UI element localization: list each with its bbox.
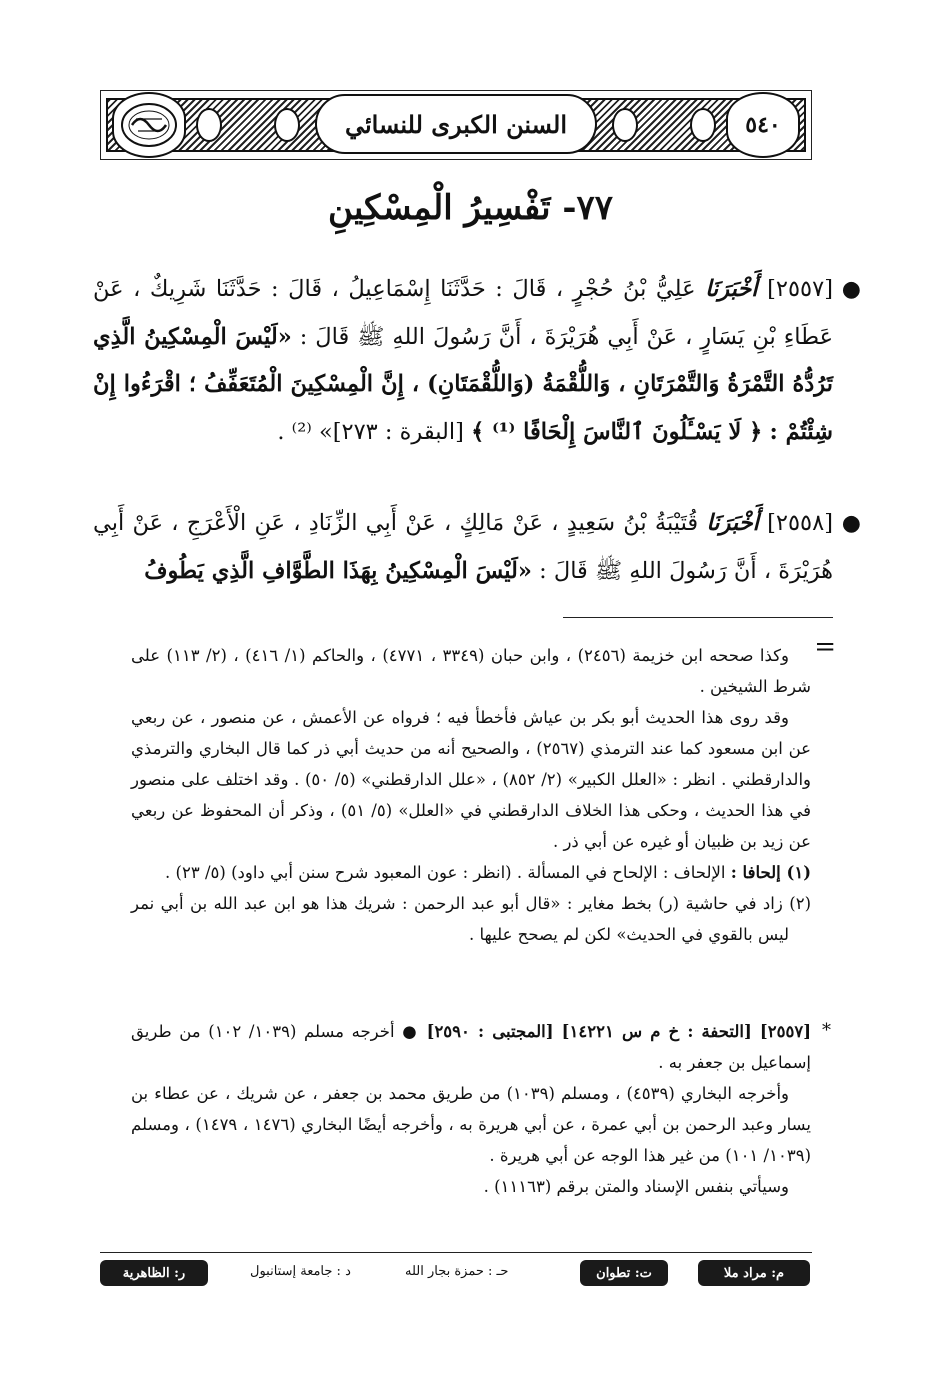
manuscript-d: د : جامعة إستانبول <box>250 1264 351 1279</box>
akhbarana: أَخْبَرَنَا <box>705 276 758 302</box>
matn: «لَيْسَ الْمِسْكِينُ الَّذِي تَرُدُّهُ التَّمْرَةُ وَالتَّمْرَتَانِ ، وَاللُّقْمَةُ (وَاللُّقْمَتَانِ) ، إِنَّ الْمِسْكِينَ الْمُتَعَفِّفُ ؛ اقْرَءُوا إِنْ شِئْتُمْ : <box>93 323 833 445</box>
verse-reference: [البقرة : ٢٧٣]» <box>318 418 464 445</box>
footnote-label: (١) إلحافا : <box>730 863 811 882</box>
hadith-number: [٢٥٥٨] <box>767 510 834 536</box>
badge-manuscript-m: م: مراد ملا <box>698 1260 810 1286</box>
manuscript-h: حـ : حمزة بجار الله <box>405 1264 509 1279</box>
header-knot-ornament <box>274 108 300 142</box>
footnote-paragraph: وقد روى هذا الحديث أبو بكر بن عياش فأخطأ فيه ؛ فرواه عن الأعمش ، عن منصور ، عن ربعي عن ابن مسعود كما عند الترمذي (٢٥٦٧) ، والصحيح أنه من حديث أبي ذر كما قال البخاري والترمذي والدارقطني . انظر : «العلل الكبير» (٢/ ٨٥٢) ، «علل الدارقطني» (٥/ ٥٠) . وقد اختلف على منصور في هذا الحديث ، وحكى هذا الخلاف الدارقطني في «العلل» (٥/ ٥١) ، وذكر أن المحفوظ عن ربعي عن زيد بن ظبيان أو غيره عن أبي ذر . <box>131 708 812 851</box>
book-logo-emblem <box>112 92 186 158</box>
takhrij-head: [٢٥٥٧] [التحفة : خ م س ١٤٢٢١] [المجتبى : ٢٥٩٠] <box>426 1022 811 1041</box>
footnote-marker: ⁽²⁾ . <box>277 418 312 445</box>
continuation-mark: = <box>814 632 836 662</box>
running-title: السنن الكبرى للنسائي <box>315 94 597 154</box>
bullet-icon: ● <box>841 277 861 302</box>
footnotes-block <box>131 640 811 950</box>
akhbarana: أَخْبَرَنَا <box>706 510 759 536</box>
footnote-label: (٢) <box>789 894 811 913</box>
page-number: ٥٤٠ <box>726 92 800 158</box>
matn: «لَيْسَ الْمِسْكِينُ بِهَذَا الطَّوَّافِ الَّذِي يَطُوفُ <box>144 557 532 584</box>
logo-icon <box>118 99 180 151</box>
takhrij-marker: * <box>822 1020 831 1041</box>
footnote-text: زاد في حاشية (ر) بخط مغاير : «قال أبو عبد الرحمن : شريك هذا هو ابن عبد الله بن أبي نمر ليس بالقوي في الحديث» لكن لم يصحح عليها . <box>131 894 789 944</box>
bullet-icon: ● <box>841 511 861 536</box>
footnote-2 <box>131 888 811 950</box>
hadith-2558 <box>93 500 861 595</box>
takhrij-line: وأخرجه البخاري (٤٥٣٩) ، ومسلم (١٠٣٩) من طريق محمد بن جعفر ، عن شريك ، عن عطاء بن يسار وعبد الرحمن بن أبي عمرة ، عن أبي هريرة به ، وأخرجه أيضًا البخاري (١٤٧٦ ، ١٤٧٩) ، ومسلم (١٠٣٩/ ١٠١) من غير هذا الوجه عن أبي هريرة . <box>131 1084 811 1165</box>
header-knot-ornament <box>690 108 716 142</box>
quran-verse: ﴿ لَا يَسْـَٔلُونَ ٱلنَّاسَ إِلْحَافًا ⁽¹⁾ ﴾ <box>471 418 763 445</box>
footnote-1 <box>131 857 811 888</box>
header-knot-ornament <box>196 108 222 142</box>
hadith-2557 <box>93 266 861 456</box>
badge-manuscript-t: ت: تطوان <box>580 1260 668 1286</box>
takhrij-line: وسيأتي بنفس الإسناد والمتن برقم (١١١٦٣) . <box>483 1177 789 1196</box>
badge-manuscript-r: ر: الظاهرية <box>100 1260 208 1286</box>
footnote-text: الإلحاف : الإلحاح في المسألة . (انظر : عون المعبود شرح سنن أبي داود) (٥/ ٢٣) . <box>165 863 726 882</box>
footnote-separator <box>563 617 833 618</box>
takhrij-block <box>131 1016 811 1202</box>
isnad: قُتَيْبَةُ بْنُ سَعِيدٍ ، عَنْ مَالِكٍ ، عَنْ أَبِي الزِّنَادِ ، عَنِ الْأَعْرَجِ ، عَنْ أَبِي هُرَيْرَةَ ، أَنَّ رَسُولَ اللهِ ﷺ قَالَ : <box>93 510 833 584</box>
hadith-number: [٢٥٥٧] <box>767 276 833 302</box>
footer-separator <box>100 1252 812 1253</box>
manuscript-legend <box>100 1260 812 1290</box>
takhrij-line <box>131 1016 811 1078</box>
takhrij-text: ● أخرجه مسلم (١٠٣٩/ ١٠٢) من طريق إسماعيل بن جعفر به . <box>131 1022 811 1072</box>
isnad: عَلِيُّ بْنُ حُجْرٍ ، قَالَ : حَدَّثَنَا إِسْمَاعِيلُ ، قَالَ : حَدَّثَنَا شَرِيكٌ ، عَنْ عَطَاءِ بْنِ يَسَارٍ ، عَنْ أَبِي هُرَيْرَةَ ، أَنَّ رَسُولَ اللهِ ﷺ قَالَ : <box>93 276 834 350</box>
section-title: ٧٧- تَفْسِيرُ الْمِسْكِينِ <box>327 188 614 228</box>
page-header <box>100 90 812 160</box>
header-knot-ornament <box>612 108 638 142</box>
footnote-paragraph: وكذا صححه ابن خزيمة (٢٤٥٦) ، وابن حبان (٣٣٤٩ ، ٤٧٧١) ، والحاكم (١/ ٤١٦) ، (٢/ ١١٣) على شرط الشيخين . <box>131 646 811 696</box>
